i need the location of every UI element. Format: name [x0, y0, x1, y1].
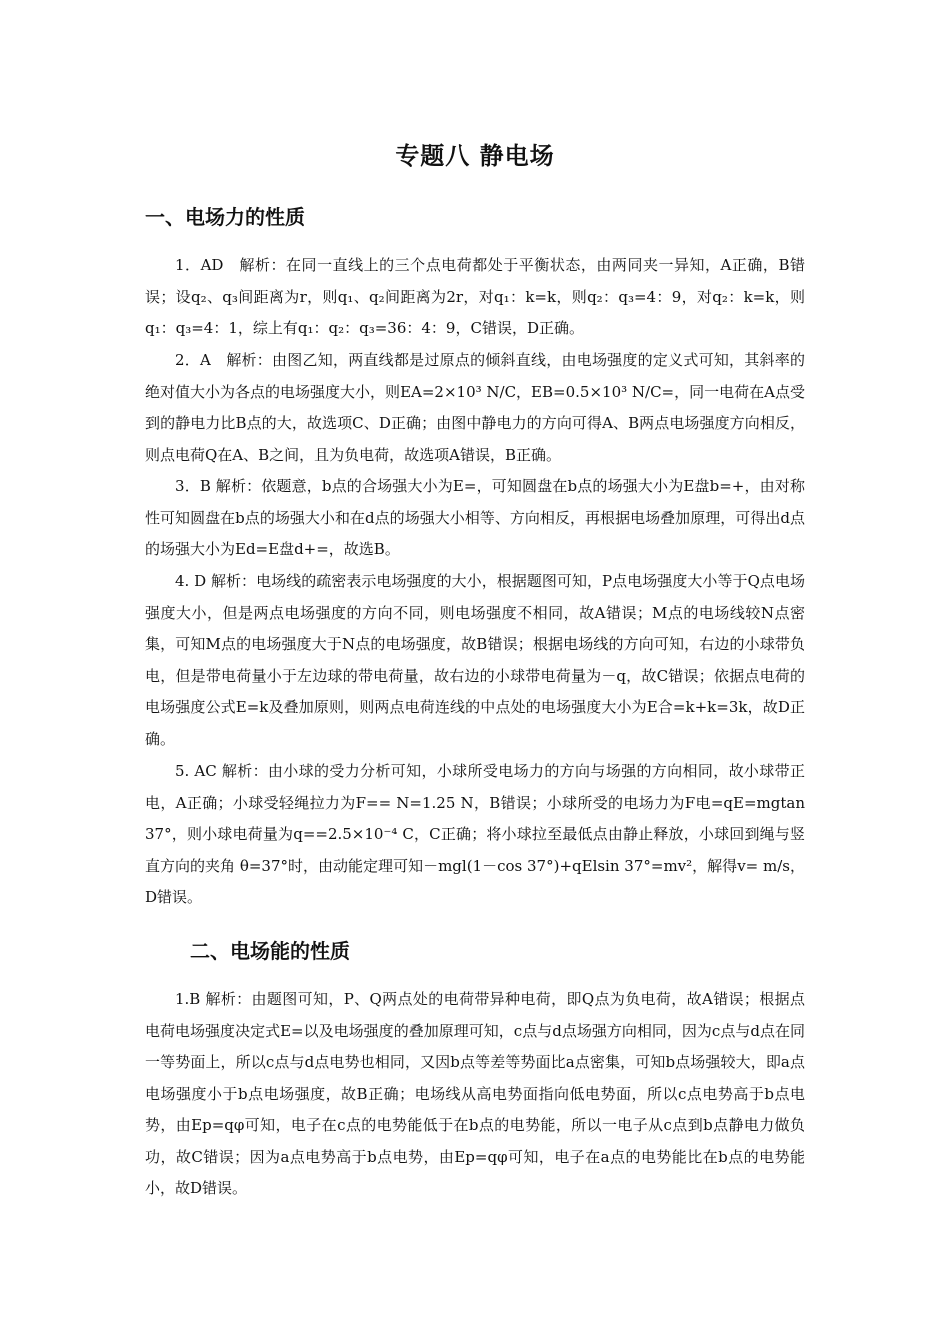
- answer-paragraph: 2．A 解析：由图乙知，两直线都是过原点的倾斜直线，由电场强度的定义式可知，其斜率的绝对值大小为各点的电场强度大小，则EA=2×10³ N/C，EB=0.5×10³ N/C=，同一电荷在A点受到的静电力比B点的大，故选项C、D正确；由图中静电力的方向可得A、B两点电场强度方向相反，则点电荷Q在A、B之间，且为负电荷，故选项A错误，B正确。: [145, 351, 805, 464]
- answer-paragraph: 3．B 解析：依题意，b点的合场强大小为E=，可知圆盘在b点的场强大小为E盘b=+，由对称性可知圆盘在b点的场强大小和在d点的场强大小相等、方向相反，再根据电场叠加原理，可得出d点的场强大小为Ed=E盘d+=，故选B。: [145, 477, 805, 558]
- answer-paragraph: 4. D 解析：电场线的疏密表示电场强度的大小，根据题图可知，P点电场强度大小等于Q点电场强度大小，但是两点电场强度的方向不同，则电场强度不相同，故A错误；M点的电场线较N点密集，可知M点的电场强度大于N点的电场强度，故B错误；根据电场线的方向可知，右边的小球带负电，但是带电荷量小于左边球的带电荷量，故右边的小球带电荷量为－q，故C错误；依据点电荷的电场强度公式E=k及叠加原则，则两点电荷连线的中点处的电场强度大小为E合=k+k=3k，故D正确。: [145, 572, 805, 748]
- answer-paragraph: 1．AD 解析：在同一直线上的三个点电荷都处于平衡状态，由两同夹一异知，A正确，B错误；设q₂、q₃间距离为r，则q₁、q₂间距离为2r，对q₁：k=k，则q₂：q₃=4：9，对q₂：k=k，则q₁：q₃=4：1，综上有q₁：q₂：q₃=36：4：9，C错误，D正确。: [145, 256, 805, 337]
- answer-paragraph: 5. AC 解析：由小球的受力分析可知，小球所受电场力的方向与场强的方向相同，故小球带正电，A正确；小球受轻绳拉力为F== N=1.25 N，B错误；小球所受的电场力为F电=qE=mgtan 37°，则小球电荷量为q==2.5×10⁻⁴ C，C正确；将小球拉至最低点由静止释放，小球回到绳与竖直方向的夹角 θ=37°时，由动能定理可知－mgl(1－cos 37°)+qElsin 37°=mv²，解得v= m/s，D错误。: [145, 762, 805, 906]
- section-heading-2: 二、电场能的性质: [190, 939, 350, 963]
- page-title: 专题八 静电场: [395, 142, 555, 170]
- section-heading-1: 一、电场力的性质: [145, 205, 305, 229]
- answer-paragraph: 1.B 解析：由题图可知，P、Q两点处的电荷带异种电荷，即Q点为负电荷，故A错误；根据点电荷电场强度决定式E=以及电场强度的叠加原理可知，c点与d点场强方向相同，因为c点与d点在同一等势面上，所以c点与d点电势也相同，又因b点等差等势面比a点密集，可知b点场强较大，即a点电场强度小于b点电场强度，故B正确；电场线从高电势面指向低电势面，所以c点电势高于b点电势，由Ep=qφ可知，电子在c点的电势能低于在b点的电势能，所以一电子从c点到b点静电力做负功，故C错误；因为a点电势高于b点电势，由Ep=qφ可知，电子在a点的电势能比在b点的电势能小，故D错误。: [145, 990, 805, 1197]
